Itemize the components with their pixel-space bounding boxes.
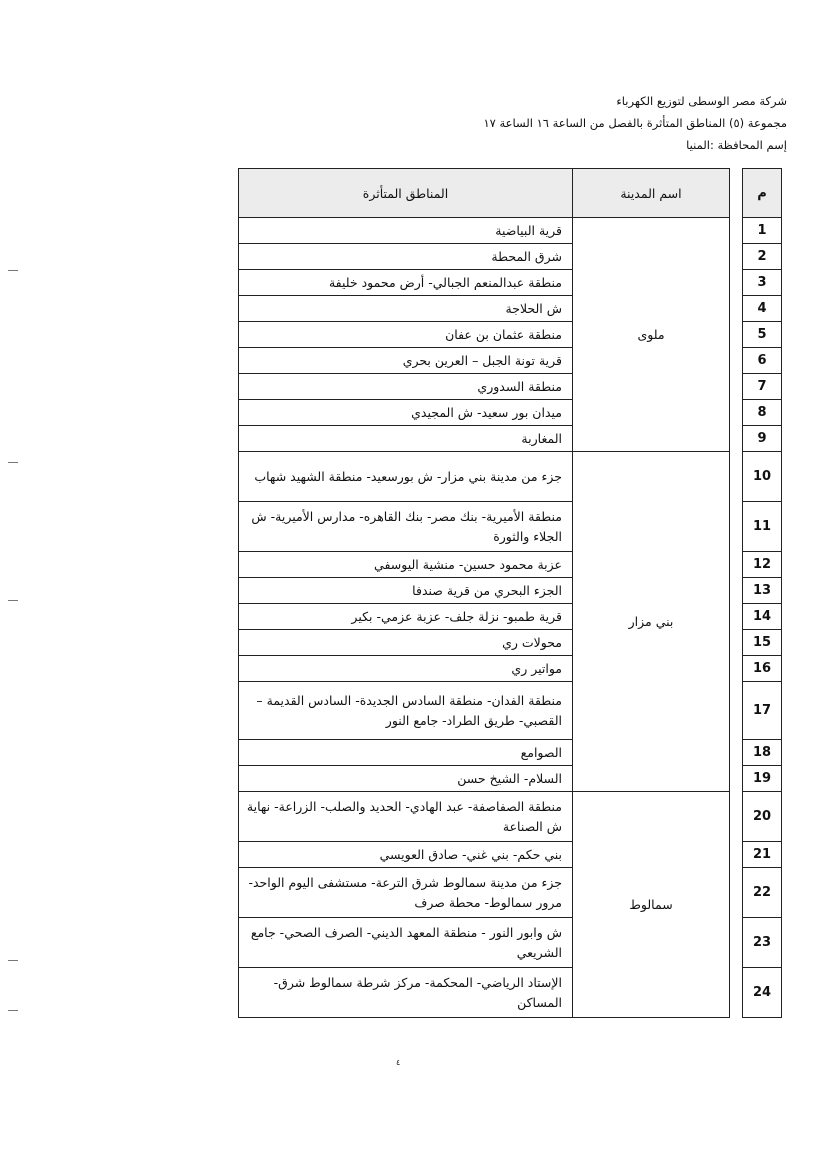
group-title: مجموعة (٥) المناطق المتأثرة بالفصل من الساعة ١٦ الساعة ١٧ (483, 116, 787, 130)
table-row (239, 218, 782, 244)
affected-areas-table (238, 168, 782, 1018)
row-number: 3 (743, 270, 782, 296)
table-body (239, 218, 782, 1018)
row-number: 15 (743, 630, 782, 656)
row-number: 2 (743, 244, 782, 270)
affected-area: الإستاد الرياضي- المحكمة- مركز شرطة سمالوط شرق- المساكن (239, 968, 573, 1018)
row-number: 14 (743, 604, 782, 630)
affected-area: منطقة الفدان- منطقة السادس الجديدة- السادس القديمة – القصبي- طريق الطراد- جامع النور (239, 682, 573, 740)
column-gap (730, 452, 743, 792)
city-name: بني مزار (573, 452, 730, 792)
table-header-row (239, 169, 782, 218)
column-gap (730, 218, 743, 452)
affected-area: السلام- الشيخ حسن (239, 766, 573, 792)
header-city: اسم المدينة (573, 169, 730, 218)
scan-edge-mark (8, 600, 18, 601)
affected-area: منطقة عثمان بن عفان (239, 322, 573, 348)
row-number: 20 (743, 792, 782, 842)
governorate-label: إسم المحافظة :المنيا (686, 138, 787, 152)
city-name: سمالوط (573, 792, 730, 1018)
company-name: شركة مصر الوسطى لتوزيع الكهرباء (616, 94, 787, 108)
row-number: 12 (743, 552, 782, 578)
row-number: 7 (743, 374, 782, 400)
row-number: 16 (743, 656, 782, 682)
table-row (239, 452, 782, 502)
affected-area: الصوامع (239, 740, 573, 766)
row-number: 6 (743, 348, 782, 374)
city-name: ملوى (573, 218, 730, 452)
row-number: 24 (743, 968, 782, 1018)
document-header (483, 90, 787, 156)
affected-area: شرق المحطة (239, 244, 573, 270)
row-number: 17 (743, 682, 782, 740)
scan-edge-mark (8, 462, 18, 463)
scan-edge-mark (8, 1010, 18, 1011)
affected-area: الجزء البحري من قرية صندفا (239, 578, 573, 604)
affected-area: قرية طمبو- نزلة جلف- عزبة عزمي- بكير (239, 604, 573, 630)
affected-area: عزبة محمود حسين- منشية اليوسفي (239, 552, 573, 578)
row-number: 23 (743, 918, 782, 968)
affected-area: محولات ري (239, 630, 573, 656)
row-number: 18 (743, 740, 782, 766)
table-row (239, 792, 782, 842)
scan-edge-mark (8, 960, 18, 961)
affected-areas-table-wrapper (238, 168, 782, 1018)
row-number: 4 (743, 296, 782, 322)
affected-area: منطقة السدوري (239, 374, 573, 400)
header-gap (730, 169, 743, 218)
affected-area: قرية تونة الجبل – العرين بحري (239, 348, 573, 374)
affected-area: مواتير ري (239, 656, 573, 682)
row-number: 11 (743, 502, 782, 552)
row-number: 9 (743, 426, 782, 452)
affected-area: ش الحلاجة (239, 296, 573, 322)
header-areas: المناطق المتأثرة (239, 169, 573, 218)
row-number: 1 (743, 218, 782, 244)
column-gap (730, 792, 743, 1018)
affected-area: المغاربة (239, 426, 573, 452)
affected-area: بني حكم- بني غني- صادق العويسي (239, 842, 573, 868)
affected-area: قرية البياضية (239, 218, 573, 244)
affected-area: منطقة الأميرية- بنك مصر- بنك القاهره- مدارس الأميرية- ش الجلاء والثورة (239, 502, 573, 552)
affected-area: ميدان بور سعيد- ش المجيدي (239, 400, 573, 426)
affected-area: منطقة الصفاصفة- عبد الهادي- الحديد والصلب- الزراعة- نهاية ش الصناعة (239, 792, 573, 842)
row-number: 8 (743, 400, 782, 426)
affected-area: جزء من مدينة بني مزار- ش بورسعيد- منطقة الشهيد شهاب (239, 452, 573, 502)
row-number: 21 (743, 842, 782, 868)
page-number: ٤ (396, 1058, 401, 1067)
row-number: 5 (743, 322, 782, 348)
affected-area: منطقة عبدالمنعم الجبالي- أرض محمود خليفة (239, 270, 573, 296)
row-number: 10 (743, 452, 782, 502)
row-number: 22 (743, 868, 782, 918)
affected-area: جزء من مدينة سمالوط شرق الترعة- مستشفى اليوم الواحد- مرور سمالوط- محطة صرف (239, 868, 573, 918)
row-number: 13 (743, 578, 782, 604)
row-number: 19 (743, 766, 782, 792)
affected-area: ش وابور النور - منطقة المعهد الديني- الصرف الصحي- جامع الشريعي (239, 918, 573, 968)
scan-edge-mark (8, 270, 18, 271)
header-number: م (743, 169, 782, 218)
